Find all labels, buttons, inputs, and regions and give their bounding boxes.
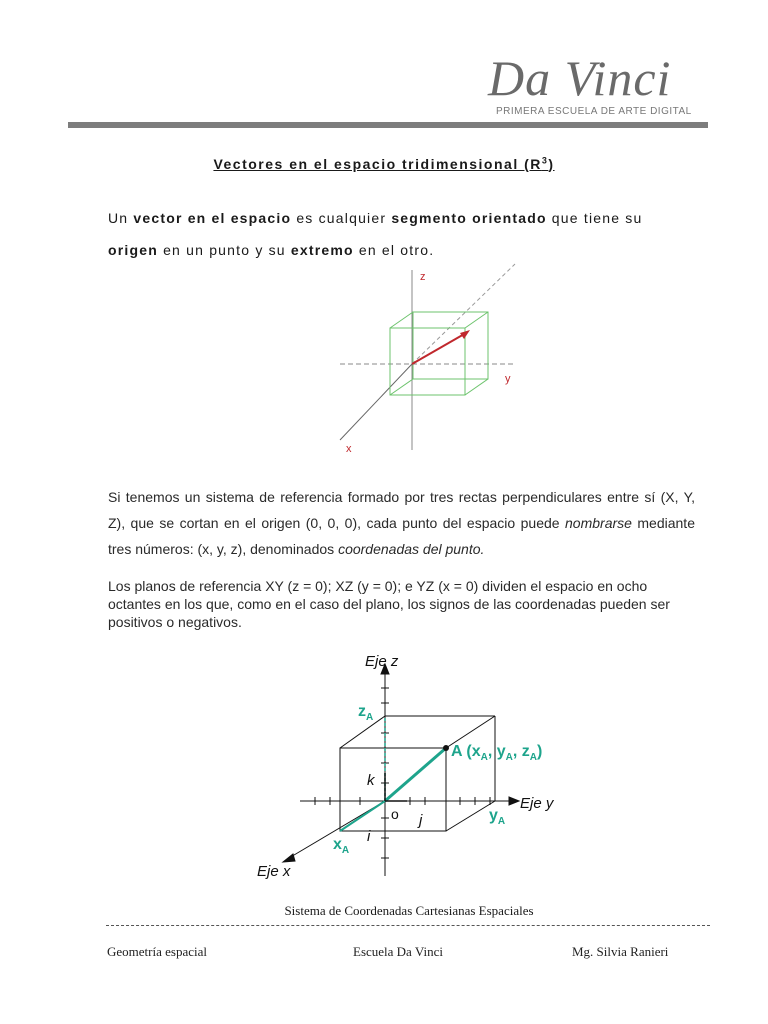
label-i: i <box>367 828 371 845</box>
footer-left: Geometría espacial <box>107 944 207 959</box>
text: Si tenemos un sistema de referencia formado por tres rectas perpendiculares entre sí (X, Y, Z), que se cortan en el origen (0, 0, 0), cada punto del espacio puede <box>108 489 695 531</box>
bold-text: extremo <box>290 242 354 258</box>
label-za: $z_A$ <box>358 703 374 723</box>
label-y: y <box>505 373 511 385</box>
logo <box>488 50 703 120</box>
title-sup: 3 <box>541 155 549 165</box>
italic-text: coordenadas del punto. <box>338 541 485 557</box>
label-eje-y: Eje y <box>520 795 554 812</box>
label-k: k <box>367 772 375 789</box>
title-close: ) <box>548 155 555 172</box>
y-arrow-icon <box>509 797 519 805</box>
bold-text: segmento orientado <box>391 210 547 226</box>
header-rule <box>68 122 708 128</box>
x-arrow-icon <box>283 854 295 862</box>
page-title <box>0 155 768 172</box>
figure-caption: Sistema de Coordenadas Cartesianas Espaciales <box>284 903 534 918</box>
text: que tiene su <box>546 210 643 226</box>
text: mediante tres números: (x, y, z), denominados <box>108 515 695 557</box>
label-j: j <box>419 812 423 829</box>
text: es cualquier <box>291 210 392 226</box>
title-text: Vectores en el espacio tridimensional (R <box>213 155 542 172</box>
diagonal-line <box>412 264 515 364</box>
label-eje-z: Eje z <box>365 653 399 670</box>
label-x: x <box>346 443 352 455</box>
text: Un <box>108 210 134 226</box>
footer-divider <box>106 925 710 926</box>
label-xa: $x_A$ <box>333 836 350 856</box>
ticks <box>315 688 490 858</box>
logo-text: Da Vinci <box>488 50 672 106</box>
point-a <box>443 745 449 751</box>
text: en un punto y su <box>157 242 291 258</box>
label-origin: o <box>391 806 399 822</box>
x-projection <box>340 801 385 831</box>
footer-right: Mg. Silvia Ranieri <box>572 944 669 959</box>
label-z: z <box>420 271 426 283</box>
intro-paragraph <box>108 202 698 266</box>
label-point-a: A ($x_A$, $y_A$, $z_A$) <box>451 743 543 763</box>
box <box>390 312 488 395</box>
vector-a <box>385 748 446 801</box>
cube-edge <box>446 801 495 831</box>
bold-text: origen <box>108 242 158 258</box>
label-eje-x: Eje x <box>257 863 291 880</box>
cube-edge <box>340 716 385 748</box>
vector-figure <box>330 260 530 460</box>
logo-tagline: PRIMERA ESCUELA DE ARTE DIGITAL <box>496 106 692 117</box>
footer-center: Escuela Da Vinci <box>353 944 443 959</box>
octants-paragraph: Los planos de referencia XY (z = 0); XZ (y = 0); e YZ (x = 0) dividen el espacio en ocho octantes en los que, como en el caso del plano, los signos de las coordenadas pueden ser positivos o negativos. <box>108 578 670 630</box>
cartesian-figure <box>245 648 575 888</box>
x-axis <box>340 364 412 440</box>
text: en el otro. <box>353 242 435 258</box>
bold-text: vector en el espacio <box>133 210 292 226</box>
label-ya: $y_A$ <box>489 807 506 827</box>
reference-paragraph <box>108 484 695 562</box>
italic-text: nombrarse <box>565 515 632 531</box>
